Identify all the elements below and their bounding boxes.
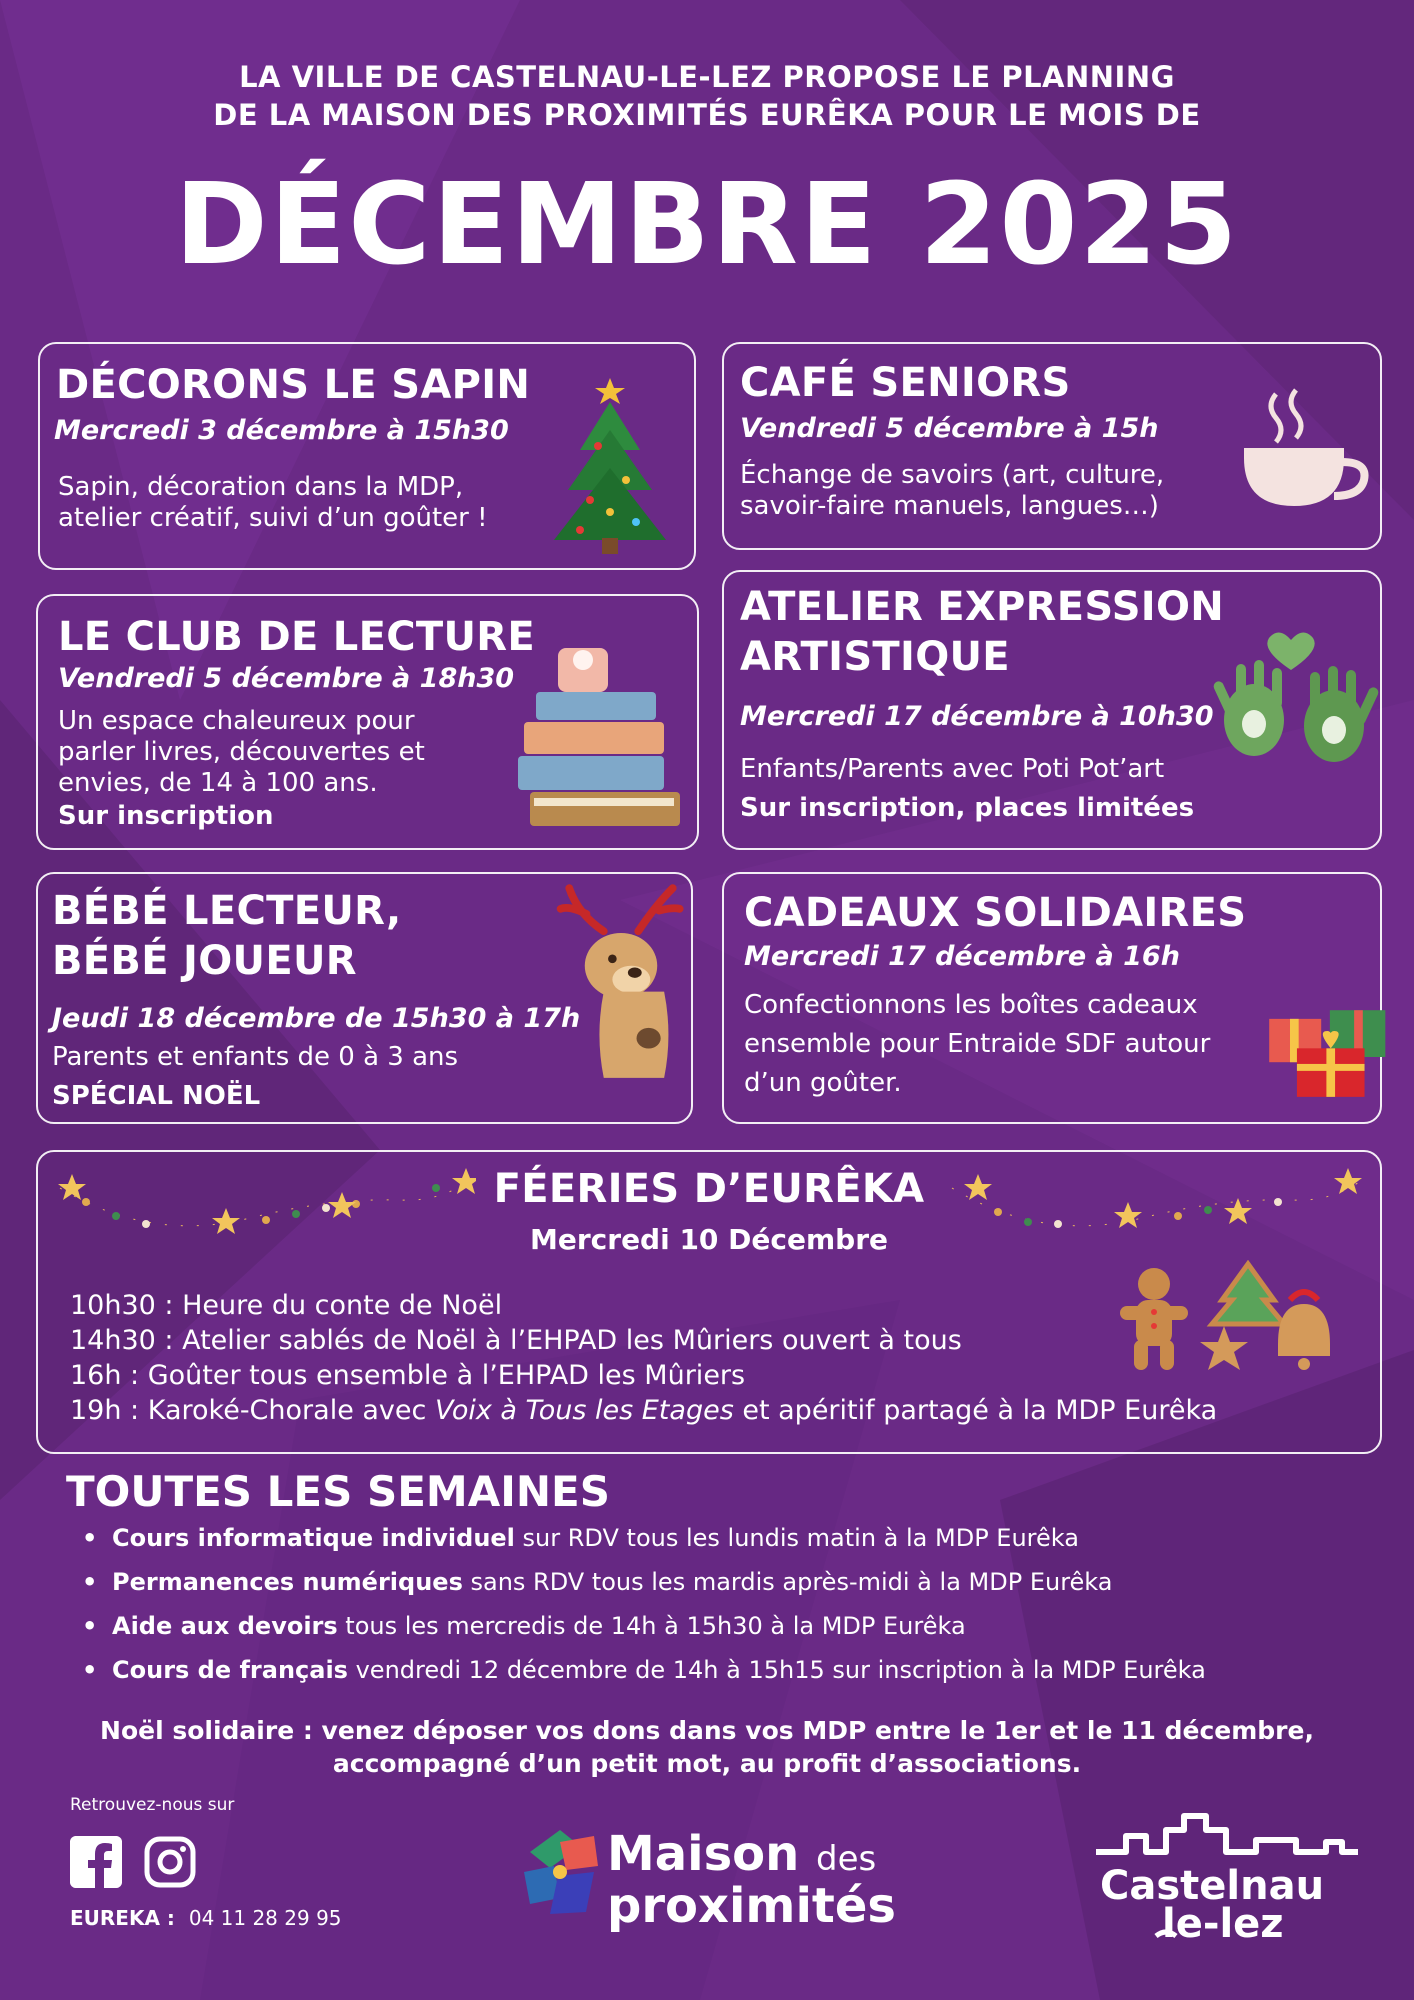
special-note: SPÉCIAL NOËL bbox=[52, 1081, 261, 1111]
books-stack-icon bbox=[516, 640, 686, 840]
schedule-line: 19h : Karoké-Chorale avec Voix à Tous les Etages et apéritif partagé à la MDP Eurêka bbox=[70, 1395, 1218, 1426]
event-date: Vendredi 5 décembre à 18h30 bbox=[58, 663, 515, 694]
list-item: • Permanences numériques sans RDV tous les mardis après-midi à la MDP Eurêka bbox=[82, 1560, 1382, 1604]
social-follow-label: Retrouvez-nous sur bbox=[70, 1795, 235, 1815]
event-title: LE CLUB DE LECTURE bbox=[58, 614, 535, 660]
event-title: BÉBÉ LECTEUR, BÉBÉ JOUEUR bbox=[52, 888, 402, 984]
contact-phone: EUREKA : 04 11 28 29 95 bbox=[70, 1906, 342, 1930]
event-description: Sapin, décoration dans la MDP, atelier créatif, suivi d’un goûter ! bbox=[58, 472, 488, 533]
intro-line-1: LA VILLE DE CASTELNAU-LE-LEZ PROPOSE LE PLANNING bbox=[239, 60, 1175, 94]
event-date: Vendredi 5 décembre à 15h bbox=[740, 413, 1159, 444]
registration-note: Sur inscription bbox=[58, 801, 274, 831]
event-card-bebe-lecteur bbox=[36, 872, 693, 1124]
event-title: FÉERIES D’EURÊKA bbox=[493, 1166, 925, 1212]
event-title: DÉCORONS LE SAPIN bbox=[56, 362, 531, 408]
event-card-club-lecture bbox=[36, 594, 699, 850]
intro-text bbox=[0, 58, 1414, 134]
event-date: Mercredi 17 décembre à 10h30 bbox=[740, 701, 1214, 732]
event-description: Échange de savoirs (art, culture, savoir-faire manuels, langues…) bbox=[740, 460, 1165, 521]
event-description: Un espace chaleureux pour parler livres, découvertes et envies, de 14 à 100 ans. bbox=[58, 706, 425, 798]
schedule-line: 16h : Goûter tous ensemble à l’EHPAD les Mûriers bbox=[70, 1360, 746, 1391]
mdp-logo-text: proximités bbox=[607, 1878, 896, 1934]
maison-des-proximites-logo bbox=[520, 1822, 610, 1932]
event-description: Enfants/Parents avec Poti Pot’art bbox=[740, 754, 1165, 784]
event-card-cafe-seniors bbox=[722, 342, 1382, 550]
schedule-line: 14h30 : Atelier sablés de Noël à l’EHPAD les Mûriers ouvert à tous bbox=[70, 1325, 962, 1356]
event-card-sapin bbox=[38, 342, 696, 570]
mdp-logo-text: Maison des bbox=[607, 1826, 877, 1882]
event-description: Confectionnons les boîtes cadeaux ensemble pour Entraide SDF autour d’un goûter. bbox=[744, 990, 1211, 1098]
intro-line-2: DE LA MAISON DES PROXIMITÉS EURÊKA POUR LE MOIS DE bbox=[213, 98, 1201, 132]
weekly-section-title: TOUTES LES SEMAINES bbox=[66, 1467, 610, 1516]
facebook-icon[interactable] bbox=[70, 1836, 122, 1888]
event-schedule bbox=[70, 1288, 1217, 1428]
event-description: Parents et enfants de 0 à 3 ans bbox=[52, 1042, 459, 1072]
event-card-feeries bbox=[36, 1150, 1382, 1454]
city-logo-text: Castelnau bbox=[1100, 1863, 1325, 1909]
event-title: CAFÉ SENIORS bbox=[740, 360, 1071, 406]
event-card-atelier-artistique bbox=[722, 570, 1382, 850]
schedule-line: 10h30 : Heure du conte de Noël bbox=[70, 1290, 503, 1321]
event-date: Jeudi 18 décembre de 15h30 à 17h bbox=[52, 1003, 581, 1034]
page-title: DÉCEMBRE 2025 bbox=[174, 160, 1240, 290]
weekly-list bbox=[82, 1516, 1382, 1692]
list-item: • Cours de français vendredi 12 décembre de 14h à 15h15 sur inscription à la MDP Eurêka bbox=[82, 1648, 1382, 1692]
event-date: Mercredi 3 décembre à 15h30 bbox=[54, 415, 509, 446]
list-item: • Cours informatique individuel sur RDV tous les lundis matin à la MDP Eurêka bbox=[82, 1516, 1382, 1560]
handprints-icon bbox=[1206, 620, 1386, 770]
event-date: Mercredi 17 décembre à 16h bbox=[744, 941, 1180, 972]
gingerbread-cookies-icon bbox=[1114, 1260, 1354, 1380]
city-logo-text: le-lez bbox=[1162, 1901, 1284, 1947]
list-item: • Aide aux devoirs tous les mercredis de 14h à 15h30 à la MDP Eurêka bbox=[82, 1604, 1382, 1648]
gift-boxes-icon bbox=[1264, 982, 1394, 1106]
registration-note: Sur inscription, places limitées bbox=[740, 793, 1195, 823]
reindeer-icon bbox=[552, 868, 690, 1098]
event-date: Mercredi 10 Décembre bbox=[530, 1223, 888, 1256]
christmas-tree-icon bbox=[540, 370, 680, 560]
coffee-cup-icon bbox=[1224, 384, 1374, 534]
instagram-icon[interactable] bbox=[144, 1836, 196, 1888]
event-title: CADEAUX SOLIDAIRES bbox=[744, 890, 1247, 936]
event-card-cadeaux-solidaires bbox=[722, 872, 1382, 1124]
noel-solidaire-notice: Noël solidaire : venez déposer vos dons dans vos MDP entre le 1er et le 11 décembre, accompagné d’un petit mot, au profit d’associations. bbox=[100, 1716, 1314, 1778]
event-title: ATELIER EXPRESSION ARTISTIQUE bbox=[740, 584, 1225, 680]
